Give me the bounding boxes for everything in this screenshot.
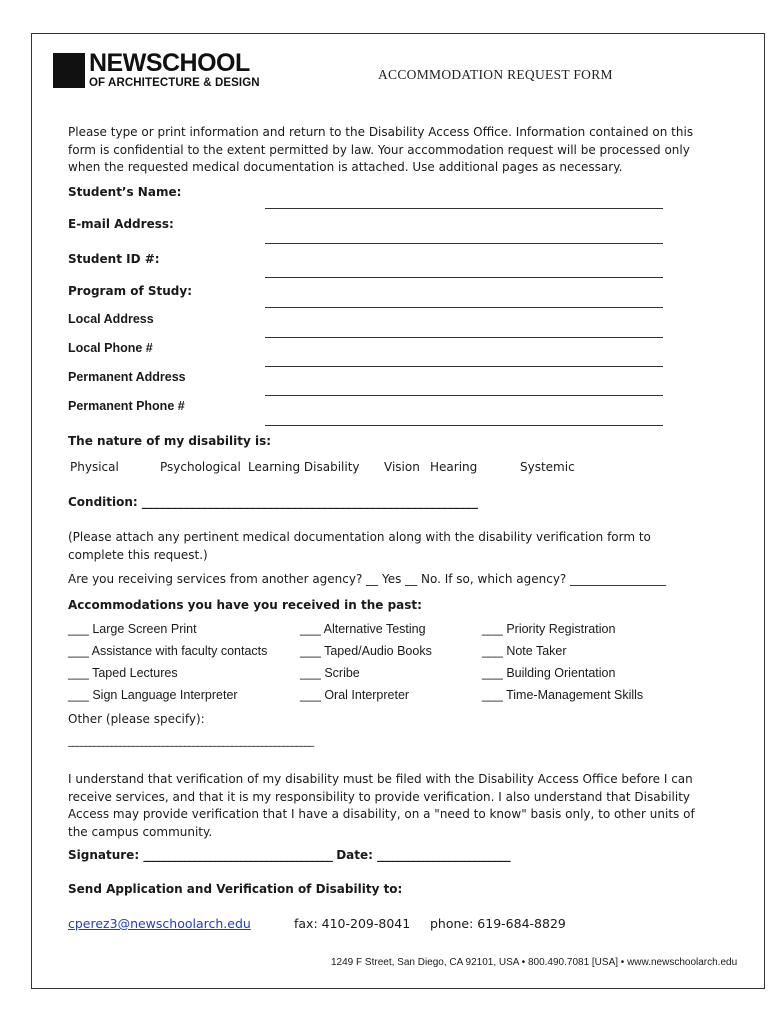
- field-line-permanent-address[interactable]: [265, 395, 663, 396]
- field-label-local-phone: Local Phone #: [68, 341, 153, 355]
- field-label-permanent-address: Permanent Address: [68, 370, 186, 384]
- field-label-student-name: Student’s Name:: [68, 185, 182, 199]
- logo-mark: [53, 53, 85, 88]
- condition-row[interactable]: [68, 495, 478, 509]
- accommodations-heading: Accommodations you have you received in the past:: [68, 598, 422, 612]
- acc-note-taker[interactable]: ___ Note Taker: [482, 644, 567, 658]
- acc-time-management[interactable]: ___ Time-Management Skills: [482, 688, 644, 702]
- intro-paragraph: Please type or print information and return to the Disability Access Office. Information contained on this form is confidential to the extent permitted by law. Your accommodation request will be processed only when the requested medical documentation is attached. Use additional pages as necessary.: [68, 125, 694, 174]
- field-line-local-address[interactable]: [265, 337, 663, 338]
- acc-priority-registration[interactable]: ___ Priority Registration: [482, 622, 616, 636]
- field-label-email: E-mail Address:: [68, 217, 174, 231]
- field-line-program[interactable]: [265, 307, 663, 308]
- signature-row: [68, 848, 510, 862]
- field-label-student-id: Student ID #:: [68, 252, 160, 266]
- acc-large-screen-print[interactable]: ___ Large Screen Print: [68, 622, 197, 636]
- field-label-local-address: Local Address: [68, 312, 154, 326]
- other-blank[interactable]: _________________________________________________________: [68, 734, 314, 747]
- logo-name: NEWSCHOOL: [89, 49, 250, 77]
- disability-option-physical[interactable]: Physical: [70, 460, 119, 474]
- disability-option-psychological[interactable]: Psychological: [160, 460, 241, 474]
- field-line-email[interactable]: [265, 243, 663, 244]
- contact-phone: phone: 619-684-8829: [430, 916, 566, 931]
- field-line-student-name[interactable]: [265, 208, 663, 209]
- other-label: Other (please specify):: [68, 712, 205, 726]
- date-label: Date:: [336, 848, 373, 862]
- logo-tagline: OF ARCHITECTURE & DESIGN: [89, 77, 260, 89]
- field-line-permanent-phone[interactable]: [265, 425, 663, 426]
- disability-option-vision[interactable]: Vision: [384, 460, 420, 474]
- acc-building-orientation[interactable]: ___ Building Orientation: [482, 666, 616, 680]
- form-title: ACCOMMODATION REQUEST FORM: [378, 67, 613, 82]
- acc-sign-language[interactable]: ___ Sign Language Interpreter: [68, 688, 238, 702]
- signature-blank[interactable]: _____________________________________: [143, 848, 333, 862]
- field-label-program: Program of Study:: [68, 284, 193, 298]
- field-line-local-phone[interactable]: [265, 366, 663, 367]
- field-line-student-id[interactable]: [265, 277, 663, 278]
- date-blank[interactable]: __________________________: [377, 848, 510, 862]
- condition-label: Condition:: [68, 495, 138, 509]
- acc-scribe[interactable]: ___ Scribe: [300, 666, 360, 680]
- disability-option-hearing[interactable]: Hearing: [430, 460, 478, 474]
- contact-email-link[interactable]: cperez3@newschoolarch.edu: [68, 916, 251, 931]
- acc-audio-books[interactable]: ___ Taped/Audio Books: [300, 644, 432, 658]
- acc-oral-interpreter[interactable]: ___ Oral Interpreter: [300, 688, 410, 702]
- disability-option-systemic[interactable]: Systemic: [520, 460, 575, 474]
- acc-faculty-contacts[interactable]: ___ Assistance with faculty contacts: [68, 644, 268, 658]
- field-label-permanent-phone: Permanent Phone #: [68, 399, 185, 413]
- acc-alternative-testing[interactable]: ___ Alternative Testing: [300, 622, 426, 636]
- footer-address: 1249 F Street, San Diego, CA 92101, USA • 800.490.7081 [USA] • www.newschoolarch.edu: [331, 957, 738, 968]
- agency-question[interactable]: Are you receiving services from another agency? __ Yes __ No. If so, which agency? ________________: [68, 572, 667, 586]
- understanding-paragraph: I understand that verification of my disability must be filed with the Disability Access Office before I can receive services, and that it is my responsibility to provide verification. I also understand that Disability Access may provide verification that I have a disability, on a "need to know" basis only, to other units of the campus community.: [68, 772, 695, 839]
- signature-label: Signature:: [68, 848, 140, 862]
- disability-heading: The nature of my disability is:: [68, 434, 272, 448]
- contact-fax: fax: 410-209-8041: [294, 916, 411, 931]
- attach-note: (Please attach any pertinent medical documentation along with the disability verification form to complete this request.): [68, 530, 651, 562]
- acc-taped-lectures[interactable]: ___ Taped Lectures: [68, 666, 178, 680]
- condition-blank[interactable]: ________________________________________________________: [141, 495, 478, 509]
- disability-option-learning[interactable]: Learning Disability: [248, 460, 360, 474]
- send-heading: Send Application and Verification of Disability to:: [68, 882, 403, 896]
